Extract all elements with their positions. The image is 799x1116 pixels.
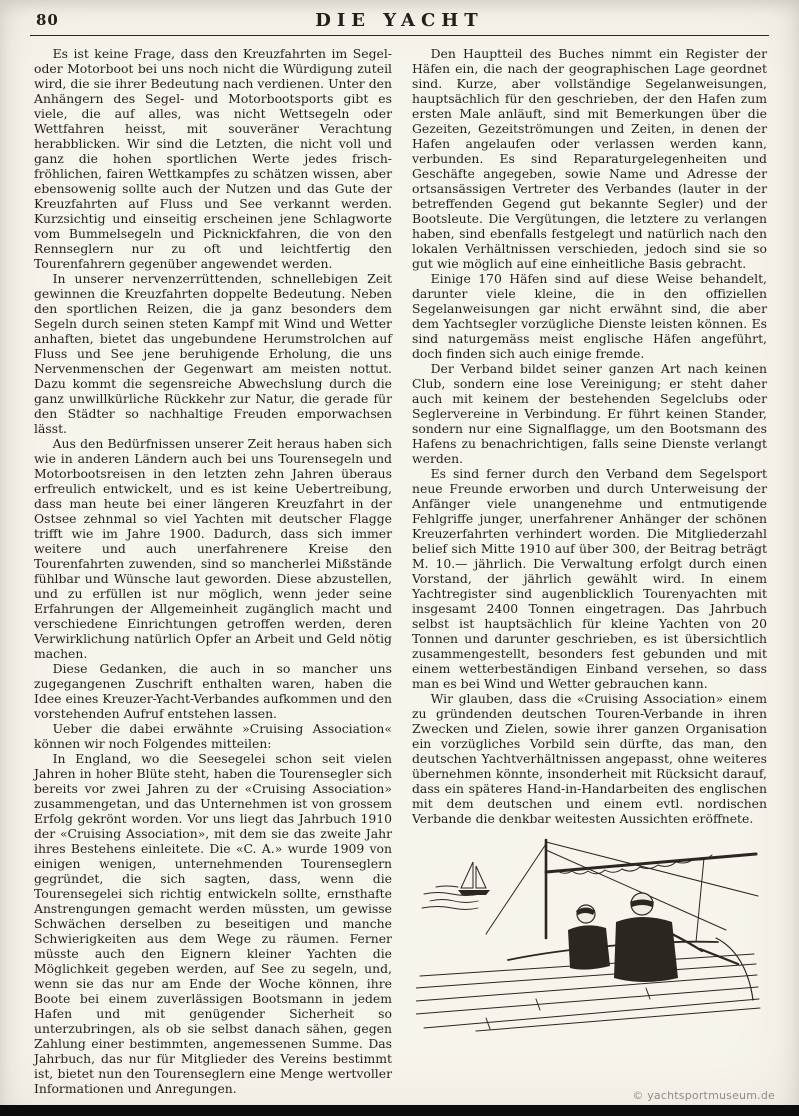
paragraph: Einige 170 Häfen sind auf diese Weise behandelt, darunter viele kleine, die in den offiziellen Segelanweisungen gar nicht erwähnt sind, die aber dem Yachtsegler vorzügliche Dienste leisten können. Es sind naturgemäss meist englische Häfen angeführt, doch finden sich auch einige fremde. [412,271,767,361]
left-column [34,46,392,1096]
article-body [0,36,799,1096]
page-header [0,0,799,32]
paragraph: In unserer nervenzerrüttenden, schnellebigen Zeit gewinnen die Kreuzfahrten doppelte Bedeutung. Neben den sportlichen Reizen, die ja ganz besonders dem Segeln durch seinen steten Kampf mit Wind und Wetter anhaften, bietet das ungebundene Herumstrolchen auf Fluss und See jene beruhigende Erholung, die uns Nervenmenschen der Gegenwart am meisten nottut. Dazu kommt die segensreiche Abwechslung durch die ganz unwillkürliche Rückkehr zur Natur, die gerade für den Städter so nachhaltige Freuden emporwachsen lässt. [34,271,392,436]
paragraph: Es sind ferner durch den Verband dem Segelsport neue Freunde erworben und durch Unterweisung der Anfänger viele unangenehme und entmutigende Fehlgriffe junger, unerfahrener Anhänger der schönen Kreuzerfahrten verhindert worden. Die Mitgliederzahl belief sich Mitte 1910 auf über 300, der Beitrag beträgt M. 10.— jährlich. Die Verwaltung erfolgt durch einen Vorstand, der jährlich gewählt wird. In einem Yachtregister sind augenblicklich Tourenyachten mit insgesamt 2400 Tonnen eingetragen. Das Jahrbuch selbst ist hauptsächlich für kleine Yachten von 20 Tonnen und darunter geschrieben, es ist übersichtlich zusammengestellt, besonders fest gebunden und mit einem wetterbeständigen Einband versehen, so dass man es bei Wind und Wetter gebrauchen kann. [412,466,767,691]
page-number: 80 [36,11,59,29]
sailors [568,893,702,982]
right-column [412,46,767,1096]
sailing-illustration-svg [416,838,761,1033]
scan-edge-bar [0,1105,799,1116]
sailing-illustration [416,838,767,1033]
paragraph: In England, wo die Seesegelei schon seit vielen Jahren in hoher Blüte steht, haben die Tourensegler sich bereits vor zwei Jahren zu der «Cruising Association» zusammengetan, und das Unternehmen ist von grossem Erfolg gekrönt worden. Vor uns liegt das Jahrbuch 1910 der «Cruising Association», mit dem sie das zweite Jahr ihres Bestehens einleitete. Die «C. A.» wurde 1909 von einigen wenigen, unternehmenden Tourenseglern gegründet, die sich sagten, dass, wenn die Tourensegelei sich richtig entwickeln sollte, ernsthafte Anstrengungen gemacht werden müssten, um gewisse Schwächen derselben zu beseitigen und manche Schwierigkeiten aus dem Wege zu räumen. Ferner müsste auch den Eignern kleiner Yachten die Möglichkeit gegeben werden, auf See zu segeln, und, wenn sie das nur am Ende der Woche können, ihre Boote bei einem zuverlässigen Bootsmann in jedem Hafen und mit genügender Sicherheit so unterzubringen, als ob sie selbst danach sähen, gegen Zahlung einer bestimmten, angemessenen Summe. Das Jahrbuch, das nur für Mitglieder des Vereins bestimmt ist, bietet nun den Tourenseglern eine Menge wertvoller Informationen und Anregungen. [34,751,392,1096]
paragraph: Es ist keine Frage, dass den Kreuzfahrten im Segel- oder Motorboot bei uns noch nicht die Würdigung zuteil wird, die sie ihrer Bedeutung nach verdienen. Unter den Anhängern des Segel- und Motorbootsports gibt es viele, die auf alles, was nicht Wettsegeln oder Wettfahren heisst, mit souveräner Verachtung herabblicken. Wir sind die Letzten, die nicht voll und ganz die hohen sportlichen Werte jedes frisch-fröhlichen, fairen Wettkampfes zu schätzen wissen, aber ebensowenig sollte auch der Nutzen und das Gute der Kreuzfahrten auf Fluss und See verkannt werden. Kurzsichtig und einseitig erscheinen jene Schlagworte vom Bummelsegeln und Picknickfahren, die von den Rennseglern nur zu oft und leichtfertig den Tourenfahrern gegenüber angewendet werden. [34,46,392,271]
paragraph: Diese Gedanken, die auch in so mancher uns zugegangenen Zuschrift enthalten waren, haben die Idee eines Kreuzer-Yacht-Verbandes aufkommen und den vorstehenden Aufruf entstehen lassen. [34,661,392,721]
paragraph: Ueber die dabei erwähnte »Cruising Association« können wir noch Folgendes mitteilen: [34,721,392,751]
page-title: DIE YACHT [315,10,484,31]
right-column-paragraphs [412,46,767,826]
sea-lines [422,886,480,910]
paragraph: Der Verband bildet seiner ganzen Art nach keinen Club, sondern eine lose Vereinigung; er steht daher auch mit keinem der bestehenden Segelclubs oder Seglervereine in Verbindung. Er führt keinen Stander, sondern nur eine Signalflagge, um den Bootsmann des Hafens zu benachrichtigen, falls seine Dienste verlangt werden. [412,361,767,466]
paragraph: Aus den Bedürfnissen unserer Zeit heraus haben sich wie in anderen Ländern auch bei uns Tourensegeln und Motorbootsreisen in den letzten zehn Jahren überaus erfreulich entwickelt, und es ist keine Uebertreibung, dass man heute bei einer längeren Kreuzfahrt in der Ostsee zehnmal so viel Yachten mit deutscher Flagge trifft wie im Jahre 1900. Dadurch, dass sich immer weitere und auch unerfahrenere Kreise den Tourenfahrten zuwenden, sind so mancherlei Mißstände fühlbar und Wünsche laut geworden. Diese abzustellen, und zu erfüllen ist nur möglich, wenn jeder seine Erfahrungen der Allgemeinheit zugänglich macht und verschiedene Einrichtungen getroffen werden, deren Verwirklichung natürlich Opfer an Arbeit und Geld nötig machen. [34,436,392,661]
distant-sailboat-icon [458,862,490,895]
paragraph: Wir glauben, dass die «Cruising Association» einem zu gründenden deutschen Touren-Verbande in ihren Zwecken und Zielen, sowie ihrer ganzen Organisation ein vorzügliches Vorbild sein dürfte, das man, den deutschen Yachtverhältnissen angepasst, ohne weiteres übernehmen könnte, insonderheit mit Rücksicht darauf, dass ein späteres Hand-in-Handarbeiten des englischen mit dem deutschen und einem evtl. nordischen Verbande die denkbar weitesten Aussichten eröffnete. [412,691,767,826]
watermark: © yachtsportmuseum.de [632,1089,775,1102]
paragraph: Den Hauptteil des Buches nimmt ein Register der Häfen ein, die nach der geographischen Lage geordnet sind. Kurze, aber vollständige Segelanweisungen, hauptsächlich für den geschrieben, der den Hafen zum ersten Male anläuft, sind mit Bemerkungen über die Gezeiten, Gezeitströmungen und Zeiten, in denen der Hafen angelaufen oder verlassen werden kann, verbunden. Es sind Reparaturgelegenheiten und Geschäfte angegeben, sowie Name und Adresse der ortsansässigen Vertreter des Verbandes (lauter in der betreffenden Gegend gut bekannte Segler) und der Bootsleute. Die Vergütungen, die letztere zu verlangen haben, sind ebenfalls festgelegt und natürlich nach den lokalen Verhältnissen verschieden, jedoch sind sie so gut wie möglich auf eine einheitliche Basis gebracht. [412,46,767,271]
